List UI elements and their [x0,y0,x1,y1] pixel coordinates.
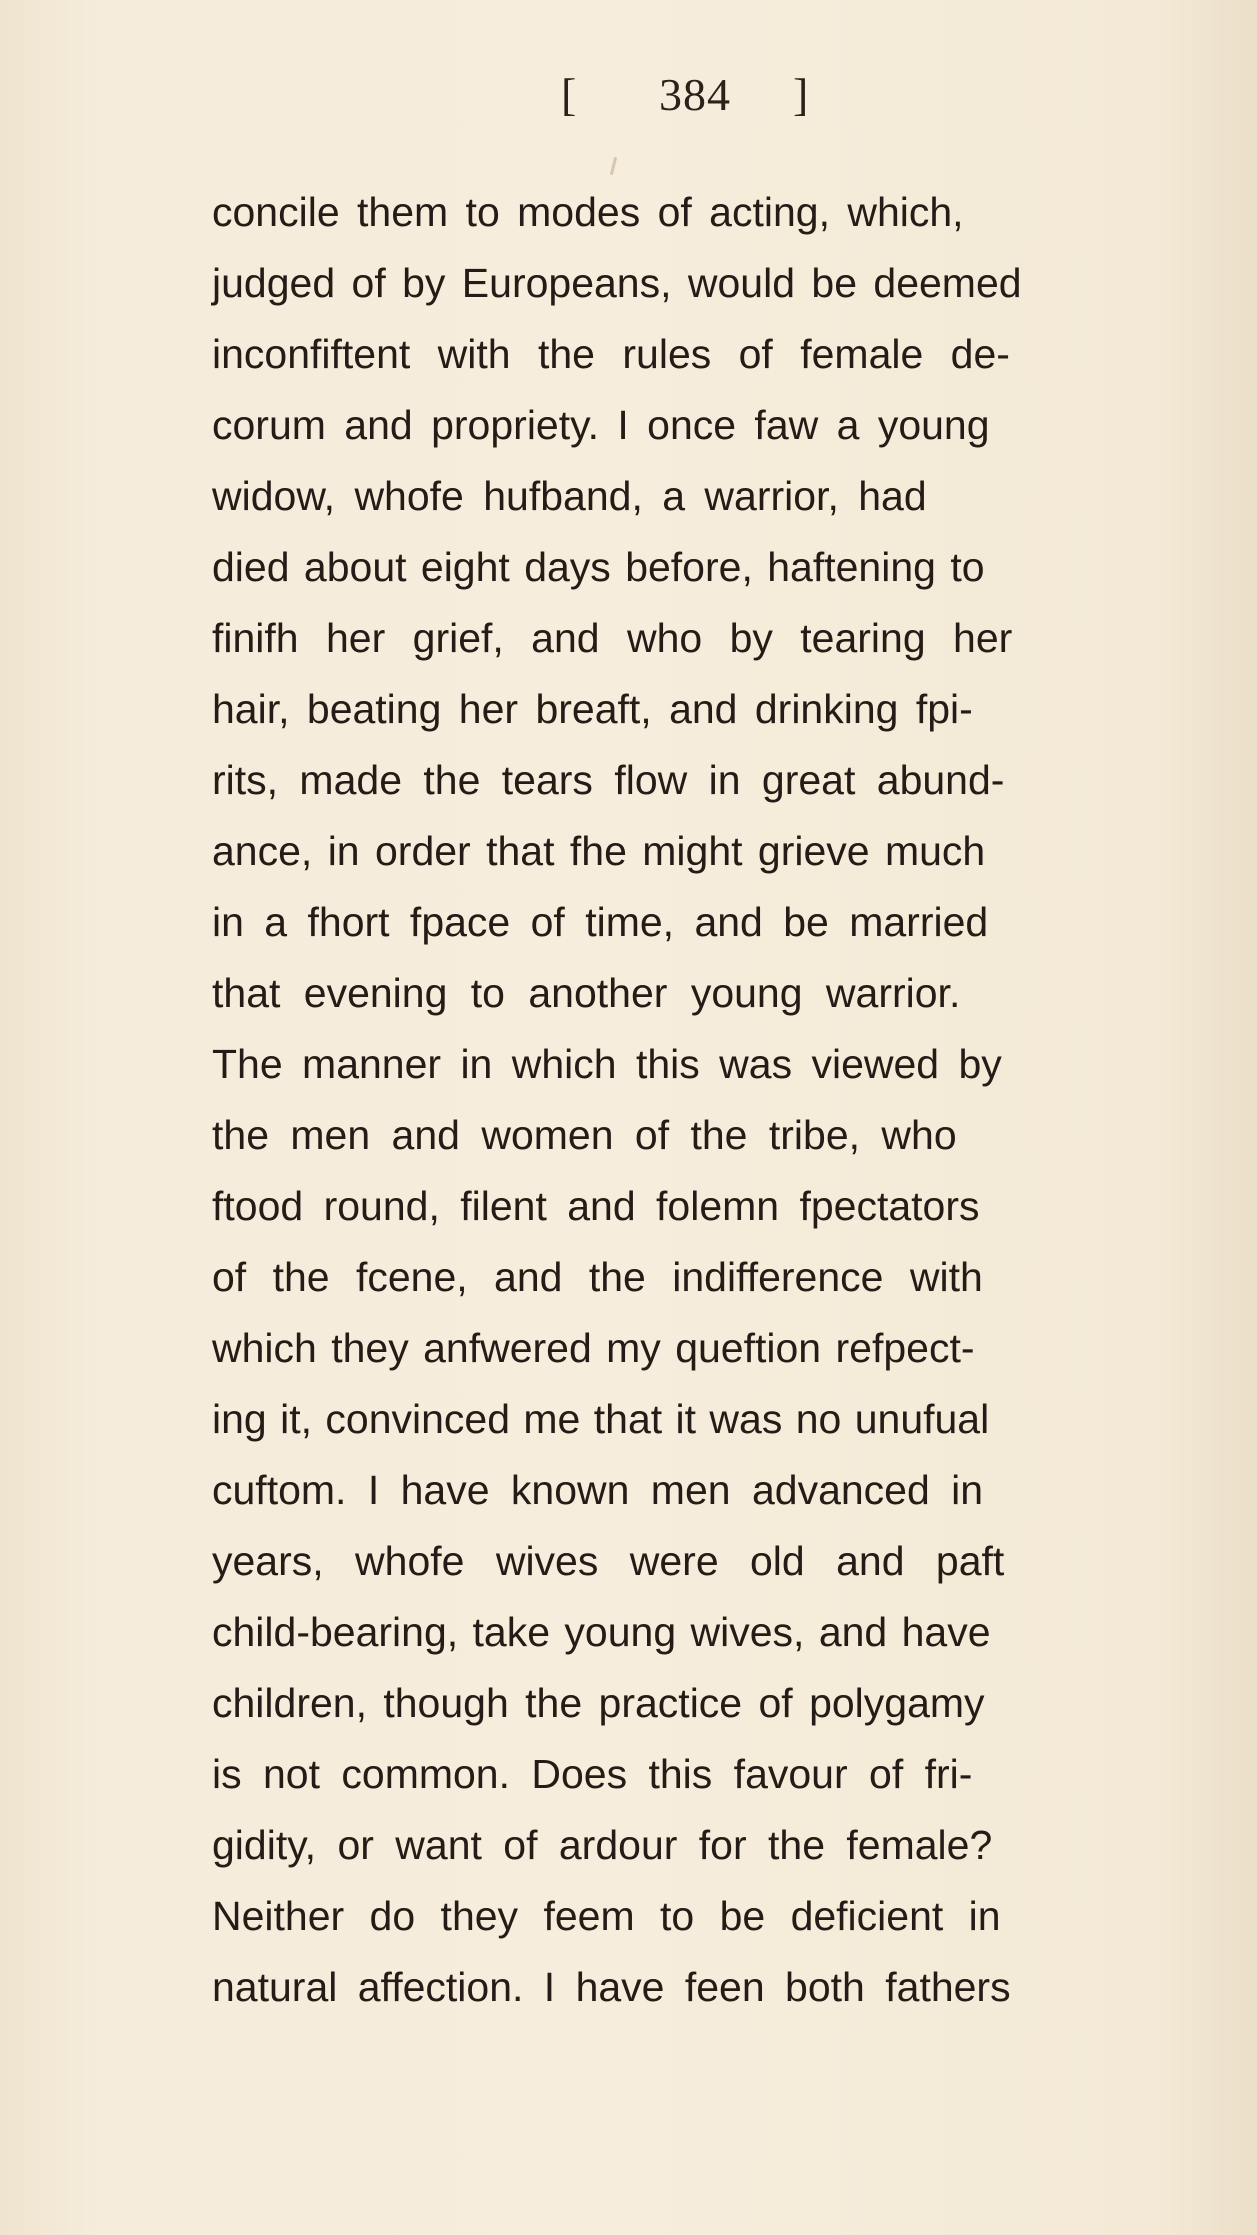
text-line: in a fhort fpace of time, and be married [212,899,989,945]
text-line: inconfiftent with the rules of female de- [212,331,1010,377]
text-line: widow, whofe hufband, a warrior, had [212,473,927,519]
text-line: cuftom. I have known men advanced in [212,1467,984,1513]
text-line: died about eight days before, haftening to [212,544,985,590]
text-line: corum and propriety. I once faw a young [212,402,990,448]
text-line: the men and women of the tribe, who [212,1112,957,1158]
right-bracket: ] [793,69,809,120]
text-line: of the fcene, and the indifference with [212,1254,983,1300]
text-line: The manner in which this was viewed by [212,1041,1002,1087]
text-line: that evening to another young warrior. [212,970,961,1016]
text-line: natural affection. I have feen both fathers [212,1964,1011,2010]
text-line: which they anfwered my queftion refpect- [212,1325,975,1371]
text-line: ance, in order that fhe might grieve much [212,828,986,874]
left-bracket: [ [561,69,577,120]
text-line: gidity, or want of ardour for the female? [212,1822,993,1868]
text-line: concile them to modes of acting, which, [212,189,964,235]
text-line: hair, beating her breaft, and drinking fpi- [212,686,973,732]
text-line: ing it, convinced me that it was no unufual [212,1396,990,1442]
paper-mark [610,157,617,175]
text-line: ftood round, filent and folemn fpectators [212,1183,980,1229]
text-line: judged of by Europeans, would be deemed [212,260,1022,306]
text-line: is not common. Does this favour of fri- [212,1751,973,1797]
text-line: finifh her grief, and who by tearing her [212,615,1013,661]
text-line: rits, made the tears flow in great abund- [212,757,1005,803]
text-line: children, though the practice of polygamy [212,1680,985,1726]
text-line: years, whofe wives were old and paft [212,1538,1005,1584]
text-line: child-bearing, take young wives, and have [212,1609,991,1655]
page-header [555,62,835,132]
page-number: 384 [659,69,731,120]
text-line: Neither do they feem to be deficient in [212,1893,1001,1939]
